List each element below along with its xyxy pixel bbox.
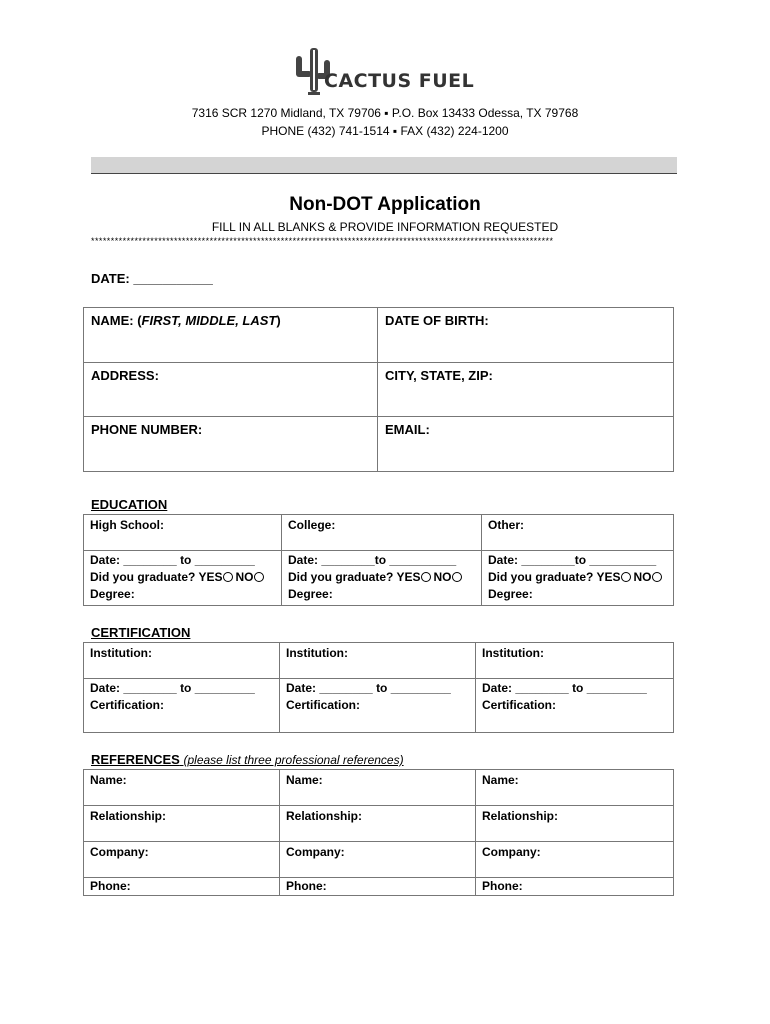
certification-dates[interactable]: Date: ________ to _________ — [482, 681, 647, 695]
certification-field[interactable]: Certification: — [286, 698, 361, 712]
certification-field[interactable]: Certification: — [482, 698, 557, 712]
no-radio[interactable] — [452, 572, 462, 582]
education-heading: EDUCATION — [91, 497, 168, 512]
date-field[interactable]: DATE: ___________ — [91, 271, 213, 286]
reference-phone-field[interactable]: Phone: — [84, 878, 280, 896]
email-field[interactable]: EMAIL: — [378, 417, 674, 472]
institution-field[interactable]: Institution: — [280, 643, 476, 679]
high-school-degree[interactable]: Degree: — [90, 587, 135, 601]
no-radio[interactable] — [254, 572, 264, 582]
education-table: High School: College: Other: Date: ________ to _________ Did you graduate? YES NO Degree: Date: ________to __________ Did you graduate? YES NO Degree: Date: ________to __________ Did you graduate? YES NO Degree: — [83, 514, 674, 606]
other-degree[interactable]: Degree: — [488, 587, 533, 601]
college-degree[interactable]: Degree: — [288, 587, 333, 601]
reference-relationship-field[interactable]: Relationship: — [84, 806, 280, 842]
reference-relationship-field[interactable]: Relationship: — [280, 806, 476, 842]
high-school-dates[interactable]: Date: ________ to _________ — [90, 553, 255, 567]
certification-table — [83, 642, 674, 733]
name-field[interactable]: NAME: (FIRST, MIDDLE, LAST) — [84, 308, 378, 363]
certification-field[interactable]: Certification: — [90, 698, 165, 712]
high-school-field[interactable]: High School: — [84, 515, 282, 551]
reference-company-field[interactable]: Company: — [84, 842, 280, 878]
college-field[interactable]: College: — [282, 515, 482, 551]
form-subtitle: FILL IN ALL BLANKS & PROVIDE INFORMATION REQUESTED — [211, 220, 559, 234]
company-address: 7316 SCR 1270 Midland, TX 79706 ▪ P.O. Box 13433 Odessa, TX 79768 — [191, 106, 579, 120]
yes-radio[interactable] — [621, 572, 631, 582]
personal-info-table — [83, 307, 674, 472]
no-radio[interactable] — [652, 572, 662, 582]
form-title: Non-DOT Application — [289, 194, 481, 215]
yes-radio[interactable] — [421, 572, 431, 582]
reference-relationship-field[interactable]: Relationship: — [476, 806, 674, 842]
company-contact: PHONE (432) 741-1514 ▪ FAX (432) 224-1200 — [261, 124, 509, 138]
references-note: (please list three professional references) — [183, 753, 404, 767]
reference-phone-field[interactable]: Phone: — [476, 878, 674, 896]
address-field[interactable]: ADDRESS: — [84, 363, 378, 417]
graduate-question: Did you graduate? YES — [90, 570, 223, 584]
other-school-field[interactable]: Other: — [482, 515, 674, 551]
references-heading: REFERENCES (please list three professional references) — [91, 752, 404, 767]
institution-field[interactable]: Institution: — [476, 643, 674, 679]
institution-field[interactable]: Institution: — [84, 643, 280, 679]
header-banner — [91, 157, 677, 174]
certification-dates[interactable]: Date: ________ to _________ — [286, 681, 451, 695]
graduate-question: Did you graduate? YES — [288, 570, 421, 584]
graduate-question: Did you graduate? YES — [488, 570, 621, 584]
certification-dates[interactable]: Date: ________ to _________ — [90, 681, 255, 695]
divider-asterisks: ********************************************************************************************************************* — [91, 236, 554, 246]
references-table — [83, 769, 674, 896]
reference-name-field[interactable]: Name: — [280, 770, 476, 806]
certification-heading: CERTIFICATION — [91, 625, 191, 640]
college-dates[interactable]: Date: ________to __________ — [288, 553, 457, 567]
company-name: CACTUS FUEL — [324, 70, 475, 92]
reference-company-field[interactable]: Company: — [476, 842, 674, 878]
reference-company-field[interactable]: Company: — [280, 842, 476, 878]
reference-phone-field[interactable]: Phone: — [280, 878, 476, 896]
phone-number-field[interactable]: PHONE NUMBER: — [84, 417, 378, 472]
yes-radio[interactable] — [223, 572, 233, 582]
city-state-zip-field[interactable]: CITY, STATE, ZIP: — [378, 363, 674, 417]
dob-field[interactable]: DATE OF BIRTH: — [378, 308, 674, 363]
reference-name-field[interactable]: Name: — [476, 770, 674, 806]
reference-name-field[interactable]: Name: — [84, 770, 280, 806]
other-dates[interactable]: Date: ________to __________ — [488, 553, 657, 567]
